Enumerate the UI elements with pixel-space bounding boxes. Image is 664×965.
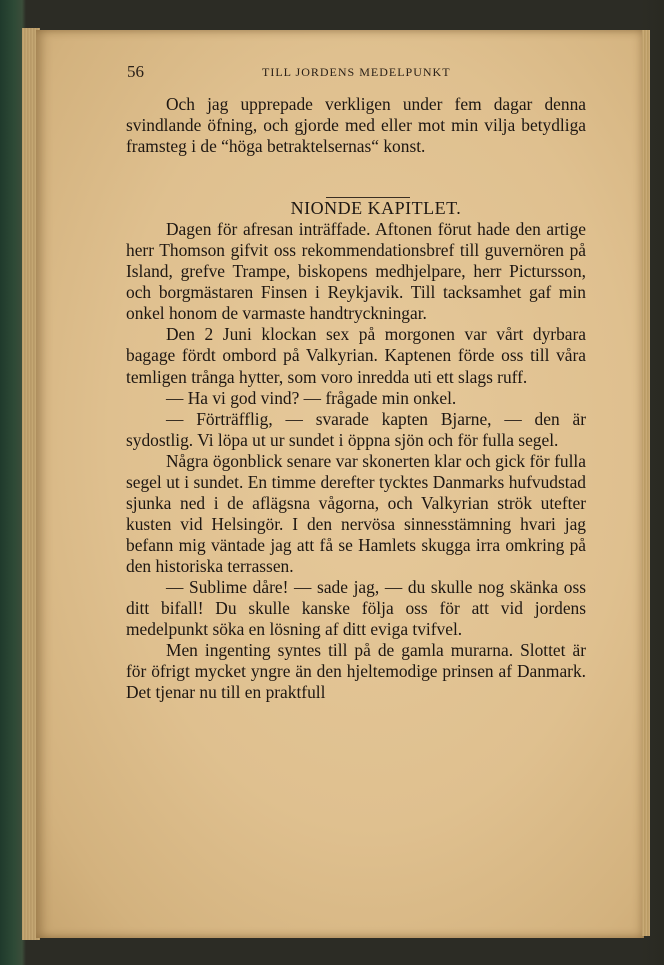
paragraph: Den 2 Juni klockan sex på morgonen var vårt dyrbara bagage fördt ombord på Valkyrian. Kaptenen förde oss till våra temligen trånga hytter, som voro inredda uti ett slags ruff. xyxy=(126,324,586,387)
page-header xyxy=(92,60,584,84)
section-divider xyxy=(326,197,410,198)
paragraph: Men ingenting syntes till på de gamla murarna. Slottet är för öfrigt mycket yngre än den hjeltemodige prinsen af Danmark. Det tjenar nu till en praktfull xyxy=(126,640,586,703)
running-head: TILL JORDENS MEDELPUNKT xyxy=(262,65,451,79)
paragraph: — Förträfflig, — svarade kapten Bjarne, — den är sydostlig. Vi löpa ut ur sundet i öppna sjön och för fulla segel. xyxy=(126,408,586,450)
paragraph: — Ha vi god vind? — frågade min onkel. xyxy=(166,387,457,408)
chapter-title: NIONDE KAPITLET. xyxy=(290,198,462,219)
page-body xyxy=(126,94,586,703)
paragraph: Några ögonblick senare var skonerten klar och gick för fulla segel ut i sundet. En timme derefter tycktes Danmarks hufvudstad sjunka ned i de aflägsna vågorna, och Valkyrian strök utefter kusten vid Helsingör. I den nervösa sinnesstämning hvari jag befann mig väntade jag att få se Hamlets skugga irra omkring på den historiska terrassen. xyxy=(126,450,586,576)
paragraph: — Sublime dåre! — sade jag, — du skulle nog skänka oss ditt bifall! Du skulle kanske följa oss för att vid jordens medelpunkt söka en lösning af ditt eviga tvifvel. xyxy=(126,576,586,640)
page-number: 56 xyxy=(127,62,144,81)
paragraph: Och jag upprepade verkligen under fem dagar denna svindlande öfning, och gjorde med eller mot min vilja betydliga framsteg i de “höga betraktelsernas“ konst. xyxy=(126,94,586,157)
page-edges-right xyxy=(642,30,650,936)
paragraph: Dagen för afresan inträffade. Aftonen förut hade den artige herr Thomson gifvit oss rekommendationsbref till guvernören på Island, grefve Trampe, biskopens medhjelpare, herr Pictursson, och borgmästaren Finsen i Reykjavik. Till tacksamhet gaf min onkel honom de varmaste handtryckningar. xyxy=(126,219,586,324)
